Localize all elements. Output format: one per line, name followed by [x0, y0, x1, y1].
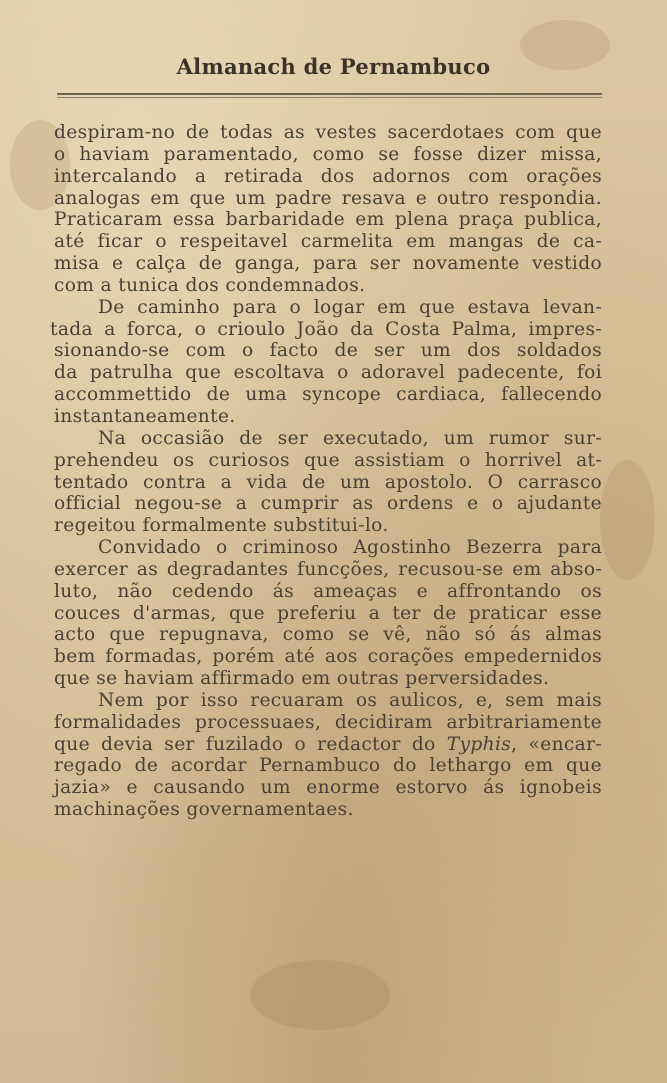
- text-line: exercer as degradantes funcções, recusou-se em abso-: [54, 558, 602, 580]
- text-line: até ficar o respeitavel carmelita em mangas de ca-: [54, 231, 602, 253]
- text-line: [54, 734, 602, 756]
- header-rule-thin: [57, 97, 602, 98]
- text-line: Convidado o criminoso Agostinho Bezerra para: [98, 537, 602, 559]
- body-text: [50, 122, 602, 821]
- running-title: Almanach de Pernambuco: [176, 54, 491, 79]
- text-line: Na occasião de ser executado, um rumor sur-: [98, 427, 602, 449]
- text-line: prehendeu os curiosos que assistiam o horrivel at-: [54, 449, 602, 471]
- text-line: que se haviam affirmado em outras perversidades.: [54, 668, 550, 690]
- text-line: couces d'armas, que preferiu a ter de praticar esse: [54, 602, 602, 624]
- paper-stain: [250, 960, 390, 1030]
- text-line: o haviam paramentado, como se fosse dizer missa,: [54, 143, 602, 165]
- text-line: Praticaram essa barbaridade em plena praça publica,: [54, 209, 602, 231]
- text-line: machinações governamentaes.: [54, 799, 354, 821]
- text-line: official negou-se a cumprir as ordens e o ajudante: [54, 493, 602, 515]
- text-line: intercalando a retirada dos adornos com orações: [54, 165, 602, 187]
- text-line: regado de acordar Pernambuco do lethargo em que: [54, 755, 602, 777]
- text-line: De caminho para o logar em que estava levan-: [98, 296, 602, 318]
- text-line: tada a forca, o crioulo João da Costa Palma, impres-: [50, 318, 602, 340]
- text-line: instantaneamente.: [54, 405, 236, 427]
- text-line: misa e calça de ganga, para ser novamente vestido: [54, 253, 602, 275]
- text-line: da patrulha que escoltava o adoravel padecente, foi: [54, 362, 602, 384]
- text-line: luto, não cedendo ás ameaças e affrontando os: [54, 580, 602, 602]
- paper-stain: [600, 460, 655, 580]
- text-line: analogas em que um padre resava e outro respondia.: [54, 187, 602, 209]
- text-line: formalidades processuaes, decidiram arbitrariamente: [54, 711, 602, 733]
- text-segment: , «encar-: [511, 733, 602, 755]
- text-line: com a tunica dos condemnados.: [54, 274, 366, 296]
- text-segment: que devia ser fuzilado o redactor do: [54, 733, 436, 755]
- text-line: jazia» e causando um enorme estorvo ás ignobeis: [54, 777, 602, 799]
- text-line: despiram-no de todas as vestes sacerdotaes com que: [54, 122, 602, 143]
- text-line: sionando-se com o facto de ser um dos soldados: [54, 340, 602, 362]
- italic-title: Typhis: [446, 733, 512, 755]
- text-line: accommettido de uma syncope cardiaca, fallecendo: [54, 384, 602, 406]
- text-line: regeitou formalmente substitui-lo.: [54, 515, 389, 537]
- text-line: Nem por isso recuaram os aulicos, e, sem mais: [98, 689, 602, 711]
- text-line: tentado contra a vida de um apostolo. O carrasco: [54, 471, 602, 493]
- header-rule: [57, 93, 602, 95]
- text-line: bem formadas, porém até aos corações empedernidos: [54, 646, 602, 668]
- text-line: acto que repugnava, como se vê, não só ás almas: [54, 624, 602, 646]
